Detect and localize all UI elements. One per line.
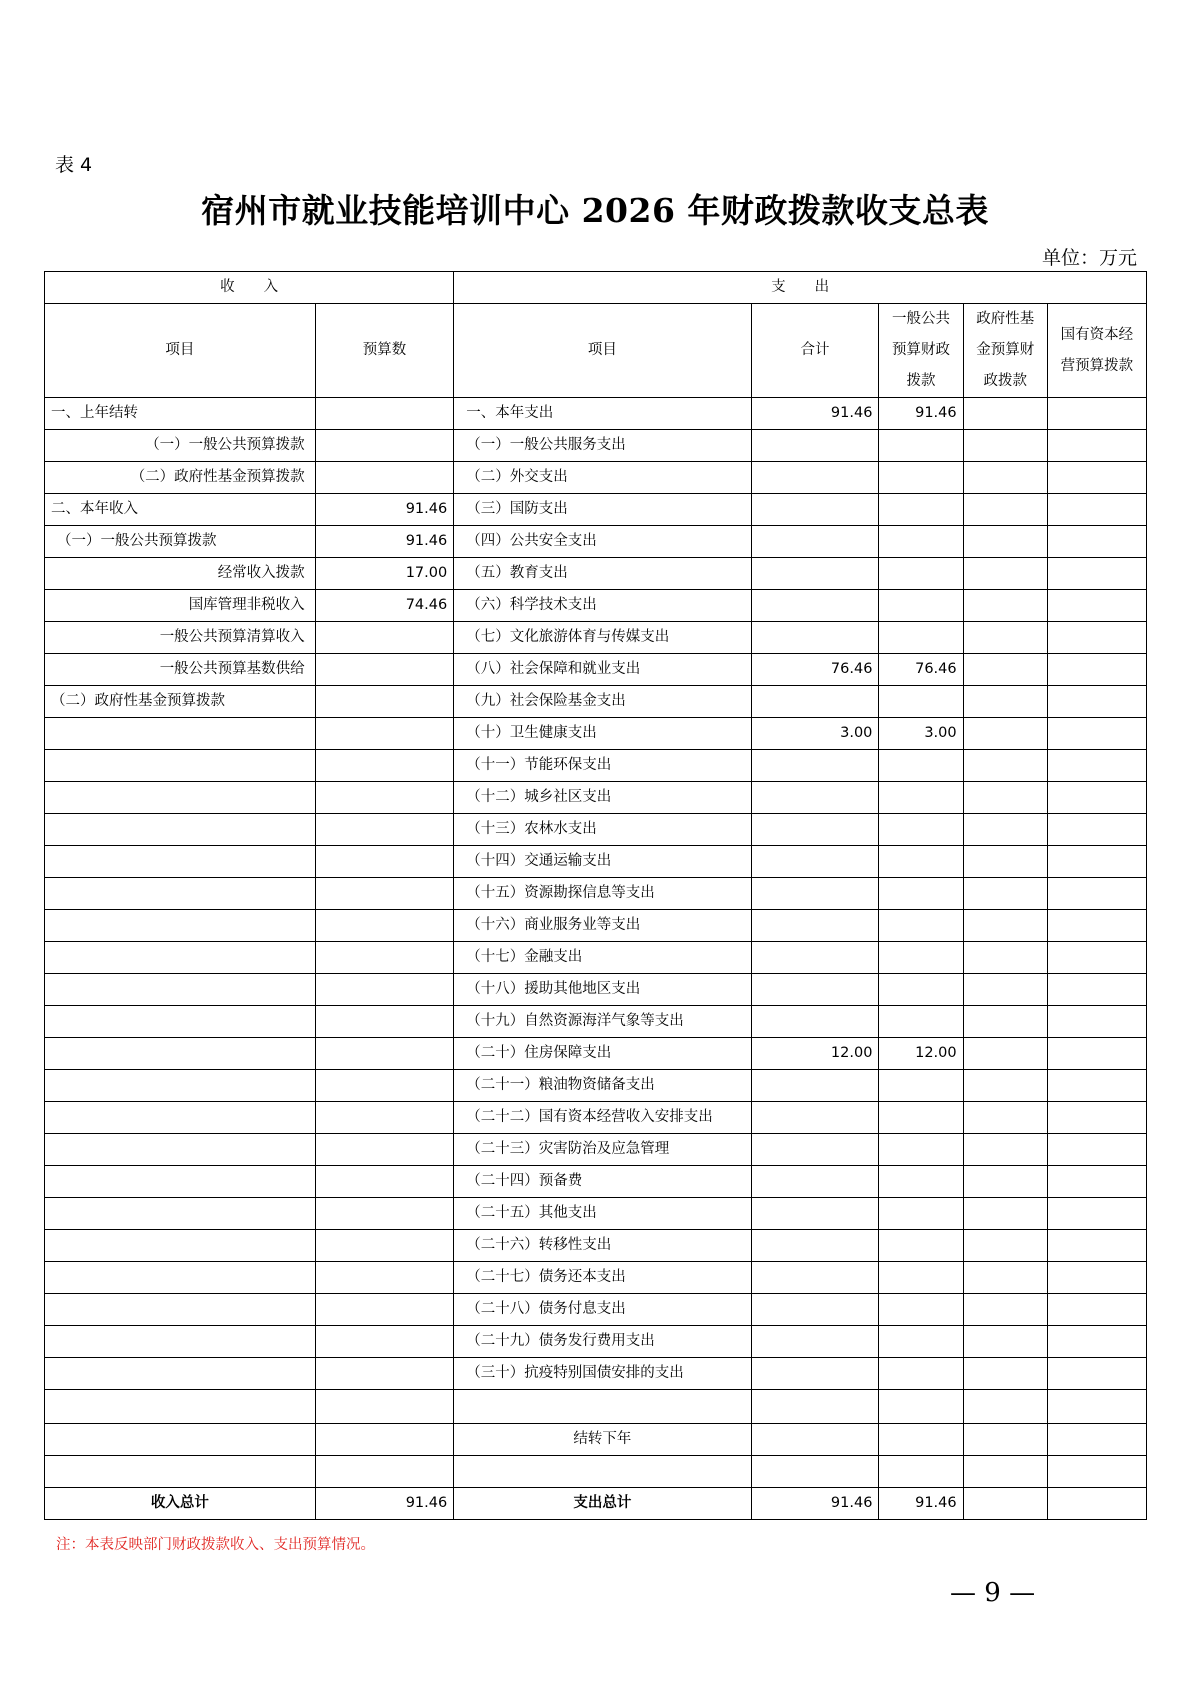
column-header-row [45, 304, 1147, 398]
expense-item-cell: （四）公共安全支出 [454, 526, 751, 558]
blank-cell [963, 1424, 1047, 1456]
blank-cell [879, 1424, 963, 1456]
col-fund: 政府性基金预算财政拨款 [963, 304, 1047, 398]
expense-item-cell: （二十三）灾害防治及应急管理 [454, 1134, 751, 1166]
general-cell: 3.00 [879, 718, 963, 750]
general-cell [879, 814, 963, 846]
state-capital-cell [1047, 654, 1146, 686]
total-cell [751, 1358, 879, 1390]
income-value-cell [315, 654, 454, 686]
table-row [45, 1230, 1147, 1262]
fund-cell [963, 1358, 1047, 1390]
income-value-cell [315, 878, 454, 910]
state-capital-cell [1047, 750, 1146, 782]
general-cell [879, 1102, 963, 1134]
income-value-cell [315, 942, 454, 974]
blank-cell [963, 1390, 1047, 1424]
fund-cell [963, 782, 1047, 814]
income-value-cell [315, 686, 454, 718]
income-value-cell [315, 1230, 454, 1262]
income-item-cell [45, 1198, 316, 1230]
table-row [45, 782, 1147, 814]
blank-row [45, 1456, 1147, 1488]
expense-item-cell: （二十五）其他支出 [454, 1198, 751, 1230]
fund-cell [963, 622, 1047, 654]
income-total-label: 收入总计 [45, 1488, 316, 1520]
fund-cell [963, 942, 1047, 974]
expense-item-cell: 一、本年支出 [454, 398, 751, 430]
fund-cell [963, 1166, 1047, 1198]
fund-cell [963, 1038, 1047, 1070]
fund-cell [963, 1230, 1047, 1262]
table-row [45, 1326, 1147, 1358]
total-cell [751, 1230, 879, 1262]
state-capital-cell [1047, 782, 1146, 814]
col-expense-item: 项目 [454, 304, 751, 398]
expense-item-cell: （十三）农林水支出 [454, 814, 751, 846]
general-cell [879, 1134, 963, 1166]
income-value-cell [315, 1038, 454, 1070]
income-item-cell [45, 1134, 316, 1166]
fund-cell [963, 1262, 1047, 1294]
state-capital-cell [1047, 590, 1146, 622]
fund-cell [963, 1198, 1047, 1230]
total-cell [751, 782, 879, 814]
state-capital-cell [1047, 1294, 1146, 1326]
state-capital-cell [1047, 398, 1146, 430]
total-cell [751, 622, 879, 654]
expense-item-cell: （二十六）转移性支出 [454, 1230, 751, 1262]
income-value-cell [315, 1358, 454, 1390]
income-value-cell [315, 1006, 454, 1038]
general-cell [879, 622, 963, 654]
blank-cell [879, 1390, 963, 1424]
total-cell [751, 1006, 879, 1038]
page-title: 宿州市就业技能培训中心 2026 年财政拨款收支总表 [201, 191, 989, 230]
state-capital-cell [1047, 814, 1146, 846]
income-value-cell [315, 814, 454, 846]
general-cell [879, 590, 963, 622]
state-capital-cell [1047, 1134, 1146, 1166]
total-cell [751, 974, 879, 1006]
income-value-cell [315, 718, 454, 750]
income-item-cell [45, 1070, 316, 1102]
table-row [45, 1294, 1147, 1326]
income-item-cell [45, 974, 316, 1006]
table-row [45, 558, 1147, 590]
income-item-cell: （二）政府性基金预算拨款 [45, 462, 316, 494]
general-cell [879, 1358, 963, 1390]
income-item-cell: 一、上年结转 [45, 398, 316, 430]
expense-item-cell: （三十）抗疫特别国债安排的支出 [454, 1358, 751, 1390]
income-item-cell [45, 1166, 316, 1198]
fund-cell [963, 1070, 1047, 1102]
income-value-cell [315, 398, 454, 430]
col-income-budget: 预算数 [315, 304, 454, 398]
general-cell [879, 526, 963, 558]
total-cell [751, 526, 879, 558]
general-cell [879, 878, 963, 910]
total-cell [751, 1134, 879, 1166]
state-capital-cell [1047, 526, 1146, 558]
table-row [45, 846, 1147, 878]
general-cell [879, 1198, 963, 1230]
table-row [45, 814, 1147, 846]
expense-item-cell: （十一）节能环保支出 [454, 750, 751, 782]
total-cell: 76.46 [751, 654, 879, 686]
income-item-cell [45, 750, 316, 782]
income-value-cell [315, 846, 454, 878]
total-cell: 91.46 [751, 398, 879, 430]
expense-item-cell: （七）文化旅游体育与传媒支出 [454, 622, 751, 654]
expense-item-cell: （二十）住房保障支出 [454, 1038, 751, 1070]
expense-general-total: 91.46 [879, 1488, 963, 1520]
state-capital-cell [1047, 462, 1146, 494]
state-capital-cell [1047, 910, 1146, 942]
fund-cell [963, 814, 1047, 846]
general-cell [879, 910, 963, 942]
income-item-cell [45, 1326, 316, 1358]
fund-cell [963, 462, 1047, 494]
blank-row [45, 1390, 1147, 1424]
table-row [45, 398, 1147, 430]
total-cell [751, 494, 879, 526]
blank-cell [45, 1456, 316, 1488]
state-capital-cell [1047, 494, 1146, 526]
blank-cell [1047, 1390, 1146, 1424]
fund-cell [963, 430, 1047, 462]
income-item-cell: 经常收入拨款 [45, 558, 316, 590]
table-row [45, 462, 1147, 494]
total-cell [751, 430, 879, 462]
state-capital-cell [1047, 622, 1146, 654]
general-cell [879, 1294, 963, 1326]
blank-cell [751, 1390, 879, 1424]
general-cell [879, 750, 963, 782]
table-row [45, 974, 1147, 1006]
income-item-cell [45, 942, 316, 974]
total-cell [751, 1262, 879, 1294]
total-cell [751, 910, 879, 942]
fund-cell [963, 846, 1047, 878]
expense-item-cell: （十六）商业服务业等支出 [454, 910, 751, 942]
general-cell [879, 1070, 963, 1102]
state-capital-cell [1047, 430, 1146, 462]
income-item-cell [45, 782, 316, 814]
table-row [45, 494, 1147, 526]
income-item-cell [45, 878, 316, 910]
expense-section-header: 支 出 [454, 272, 1147, 304]
income-value-cell [315, 1166, 454, 1198]
income-item-cell [45, 814, 316, 846]
income-value-cell [315, 1198, 454, 1230]
blank-cell [45, 1390, 316, 1424]
expense-item-cell: （二十九）债务发行费用支出 [454, 1326, 751, 1358]
fund-cell [963, 526, 1047, 558]
expense-item-cell: （十七）金融支出 [454, 942, 751, 974]
table-row [45, 1198, 1147, 1230]
expense-item-cell: （十二）城乡社区支出 [454, 782, 751, 814]
total-cell: 12.00 [751, 1038, 879, 1070]
income-item-cell [45, 1038, 316, 1070]
income-item-cell: 一般公共预算清算收入 [45, 622, 316, 654]
expense-item-cell: （二十一）粮油物资储备支出 [454, 1070, 751, 1102]
income-item-cell [45, 1262, 316, 1294]
state-capital-cell [1047, 1070, 1146, 1102]
expense-item-cell: （五）教育支出 [454, 558, 751, 590]
total-cell [751, 1102, 879, 1134]
income-item-cell [45, 1102, 316, 1134]
income-value-cell [315, 1294, 454, 1326]
state-capital-cell [1047, 718, 1146, 750]
income-item-cell [45, 846, 316, 878]
blank-cell [315, 1456, 454, 1488]
fund-cell [963, 750, 1047, 782]
income-item-cell [45, 1006, 316, 1038]
expense-item-cell: （二十四）预备费 [454, 1166, 751, 1198]
total-cell: 3.00 [751, 718, 879, 750]
income-value-cell [315, 974, 454, 1006]
general-cell [879, 782, 963, 814]
table-row [45, 1166, 1147, 1198]
total-cell [751, 590, 879, 622]
expense-item-cell: （一）一般公共服务支出 [454, 430, 751, 462]
fund-cell [963, 1102, 1047, 1134]
expense-item-cell: （八）社会保障和就业支出 [454, 654, 751, 686]
expense-item-cell: （十八）援助其他地区支出 [454, 974, 751, 1006]
expense-item-cell: （十五）资源勘探信息等支出 [454, 878, 751, 910]
expense-item-cell: （二十八）债务付息支出 [454, 1294, 751, 1326]
expense-item-cell: （九）社会保险基金支出 [454, 686, 751, 718]
total-cell [751, 878, 879, 910]
income-value-cell: 91.46 [315, 494, 454, 526]
table-row [45, 910, 1147, 942]
fund-cell [963, 718, 1047, 750]
table-row [45, 1102, 1147, 1134]
fund-cell [963, 398, 1047, 430]
income-item-cell [45, 718, 316, 750]
income-item-cell [45, 1230, 316, 1262]
table-row [45, 878, 1147, 910]
general-cell: 12.00 [879, 1038, 963, 1070]
expense-total-label: 支出总计 [454, 1488, 751, 1520]
fund-cell [963, 1294, 1047, 1326]
totals-row [45, 1488, 1147, 1520]
table-row [45, 1358, 1147, 1390]
unit-label: 单位：万元 [1041, 247, 1137, 269]
state-capital-cell [1047, 1006, 1146, 1038]
income-value-cell [315, 1102, 454, 1134]
table-row [45, 686, 1147, 718]
fund-cell [963, 590, 1047, 622]
state-capital-cell [1047, 1262, 1146, 1294]
blank-cell [751, 1456, 879, 1488]
blank-cell [963, 1456, 1047, 1488]
income-item-cell: （一）一般公共预算拨款 [45, 430, 316, 462]
general-cell [879, 974, 963, 1006]
general-cell [879, 1326, 963, 1358]
expense-item-cell: （十）卫生健康支出 [454, 718, 751, 750]
footnote: 注：本表反映部门财政拨款收入、支出预算情况。 [56, 1537, 375, 1553]
income-item-cell: 二、本年收入 [45, 494, 316, 526]
total-cell [751, 558, 879, 590]
fund-cell [963, 654, 1047, 686]
general-cell [879, 686, 963, 718]
expense-item-cell: （十四）交通运输支出 [454, 846, 751, 878]
income-value-cell [315, 910, 454, 942]
total-cell [751, 1070, 879, 1102]
state-capital-total-cell [1047, 1488, 1146, 1520]
income-value-cell [315, 430, 454, 462]
income-item-cell: 国库管理非税收入 [45, 590, 316, 622]
income-value-cell [315, 462, 454, 494]
fund-cell [963, 1134, 1047, 1166]
fund-cell [963, 494, 1047, 526]
state-capital-cell [1047, 558, 1146, 590]
income-value-cell: 91.46 [315, 526, 454, 558]
state-capital-cell [1047, 1358, 1146, 1390]
income-value-cell: 17.00 [315, 558, 454, 590]
total-cell [751, 750, 879, 782]
general-cell [879, 430, 963, 462]
carry-forward-label: 结转下年 [454, 1424, 751, 1456]
general-cell [879, 1006, 963, 1038]
col-state-capital: 国有资本经营预算拨款 [1047, 304, 1146, 398]
table-row [45, 590, 1147, 622]
total-cell [751, 462, 879, 494]
blank-cell [454, 1390, 751, 1424]
expense-item-cell: （十九）自然资源海洋气象等支出 [454, 1006, 751, 1038]
col-general: 一般公共预算财政拨款 [879, 304, 963, 398]
col-total: 合计 [751, 304, 879, 398]
general-cell [879, 1166, 963, 1198]
table-row [45, 1134, 1147, 1166]
income-value-cell [315, 782, 454, 814]
total-cell [751, 942, 879, 974]
table-row [45, 654, 1147, 686]
col-income-item: 项目 [45, 304, 316, 398]
blank-cell [1047, 1424, 1146, 1456]
fund-total-cell [963, 1488, 1047, 1520]
expense-item-cell: （二十七）债务还本支出 [454, 1262, 751, 1294]
state-capital-cell [1047, 1038, 1146, 1070]
table-row [45, 942, 1147, 974]
state-capital-cell [1047, 1102, 1146, 1134]
expense-item-cell: （二十二）国有资本经营收入安排支出 [454, 1102, 751, 1134]
state-capital-cell [1047, 1326, 1146, 1358]
state-capital-cell [1047, 846, 1146, 878]
fund-cell [963, 558, 1047, 590]
total-cell [751, 686, 879, 718]
fund-cell [963, 878, 1047, 910]
state-capital-cell [1047, 974, 1146, 1006]
section-header-row [45, 272, 1147, 304]
general-cell [879, 942, 963, 974]
total-cell [751, 1294, 879, 1326]
expense-item-cell: （六）科学技术支出 [454, 590, 751, 622]
total-cell [751, 1198, 879, 1230]
table-row [45, 1262, 1147, 1294]
income-value-cell [315, 622, 454, 654]
income-item-cell [45, 1358, 316, 1390]
income-item-cell: （一）一般公共预算拨款 [45, 526, 316, 558]
general-cell: 91.46 [879, 398, 963, 430]
fund-cell [963, 974, 1047, 1006]
blank-cell [315, 1390, 454, 1424]
table-row [45, 1038, 1147, 1070]
general-cell [879, 494, 963, 526]
income-total-value: 91.46 [315, 1488, 454, 1520]
table-row [45, 1070, 1147, 1102]
blank-cell [879, 1456, 963, 1488]
carry-forward-row [45, 1424, 1147, 1456]
total-cell [751, 814, 879, 846]
table-row [45, 750, 1147, 782]
income-value-cell [315, 750, 454, 782]
budget-table [44, 271, 1147, 1520]
blank-cell [751, 1424, 879, 1456]
total-cell [751, 1326, 879, 1358]
page-number: — 9 — [950, 1578, 1036, 1608]
general-cell: 76.46 [879, 654, 963, 686]
expense-item-cell: （三）国防支出 [454, 494, 751, 526]
income-value-cell [315, 1262, 454, 1294]
table-row [45, 526, 1147, 558]
income-section-header: 收 入 [45, 272, 454, 304]
general-cell [879, 558, 963, 590]
income-item-cell [45, 1294, 316, 1326]
table-row [45, 430, 1147, 462]
total-cell [751, 1166, 879, 1198]
general-cell [879, 1262, 963, 1294]
state-capital-cell [1047, 1198, 1146, 1230]
general-cell [879, 1230, 963, 1262]
state-capital-cell [1047, 878, 1146, 910]
income-item-cell: 一般公共预算基数供给 [45, 654, 316, 686]
fund-cell [963, 686, 1047, 718]
state-capital-cell [1047, 686, 1146, 718]
table-row [45, 622, 1147, 654]
income-item-cell: （二）政府性基金预算拨款 [45, 686, 316, 718]
table-row [45, 718, 1147, 750]
blank-cell [45, 1424, 316, 1456]
income-value-cell [315, 1134, 454, 1166]
blank-cell [454, 1456, 751, 1488]
income-value-cell [315, 1326, 454, 1358]
fund-cell [963, 910, 1047, 942]
total-cell [751, 846, 879, 878]
state-capital-cell [1047, 1166, 1146, 1198]
income-value-cell [315, 1070, 454, 1102]
fund-cell [963, 1326, 1047, 1358]
income-item-cell [45, 910, 316, 942]
table-row [45, 1006, 1147, 1038]
blank-cell [1047, 1456, 1146, 1488]
general-cell [879, 462, 963, 494]
table-label: 表 4 [55, 154, 93, 176]
income-value-cell: 74.46 [315, 590, 454, 622]
fund-cell [963, 1006, 1047, 1038]
state-capital-cell [1047, 942, 1146, 974]
expense-total-value: 91.46 [751, 1488, 879, 1520]
blank-cell [315, 1424, 454, 1456]
expense-item-cell: （二）外交支出 [454, 462, 751, 494]
general-cell [879, 846, 963, 878]
state-capital-cell [1047, 1230, 1146, 1262]
